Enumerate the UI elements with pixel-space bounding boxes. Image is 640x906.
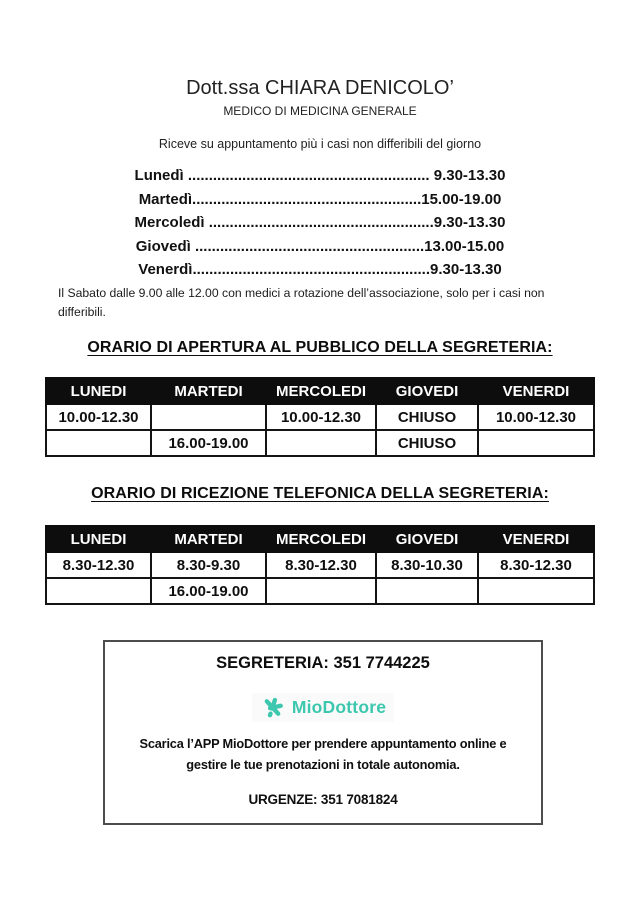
- column-header-friday: VENERDI: [478, 378, 594, 404]
- table-row: [46, 430, 594, 456]
- visiting-hours-thursday: Giovedì .......................................................13.00-15.00: [135, 237, 505, 255]
- cell-thursday-morning: 8.30-10.30: [376, 552, 478, 578]
- intro-line: Riceve su appuntamento più i casi non differibili del giorno: [158, 137, 482, 151]
- cell-tuesday-morning: 8.30-9.30: [151, 552, 266, 578]
- miodottore-wordmark: MioDottore: [291, 697, 387, 718]
- cell-thursday-morning: CHIUSO: [376, 404, 478, 430]
- cell-wednesday-morning: 10.00-12.30: [266, 404, 376, 430]
- section-heading-phone-reception: ORARIO DI RICEZIONE TELEFONICA DELLA SEGRETERIA:: [91, 485, 549, 503]
- cell-tuesday-afternoon: 16.00-19.00: [151, 578, 266, 604]
- cell-friday-afternoon: [478, 430, 594, 456]
- visiting-hours-wednesday: Mercoledì ......................................................9.30-13.30: [134, 214, 506, 231]
- column-header-tuesday: MARTEDI: [151, 526, 266, 552]
- table-row: [46, 404, 594, 430]
- miodottore-asterisk-icon: [260, 695, 285, 720]
- table-row: [46, 552, 594, 578]
- cell-wednesday-afternoon: [266, 578, 376, 604]
- cell-monday-afternoon: [46, 430, 151, 456]
- cell-friday-morning: 10.00-12.30: [478, 404, 594, 430]
- column-header-monday: LUNEDI: [46, 526, 151, 552]
- phone-reception-hours-table: [45, 525, 595, 605]
- column-header-friday: VENERDI: [478, 526, 594, 552]
- public-opening-hours-table: [45, 377, 595, 457]
- cell-friday-morning: 8.30-12.30: [478, 552, 594, 578]
- column-header-wednesday: MERCOLEDI: [266, 526, 376, 552]
- page-subtitle: MEDICO DI MEDICINA GENERALE: [223, 104, 417, 118]
- cell-thursday-afternoon: [376, 578, 478, 604]
- table-header-row: [46, 378, 594, 404]
- column-header-thursday: GIOVEDI: [376, 526, 478, 552]
- column-header-thursday: GIOVEDI: [376, 378, 478, 404]
- visiting-hours-friday: Venerdì.........................................................9.30-13.30: [138, 261, 502, 278]
- cell-monday-afternoon: [46, 578, 151, 604]
- table-header-row: [46, 526, 594, 552]
- column-header-tuesday: MARTEDI: [151, 378, 266, 404]
- section-heading-public-opening: ORARIO DI APERTURA AL PUBBLICO DELLA SEGRETERIA:: [87, 339, 553, 357]
- visiting-hours-list: [0, 164, 640, 282]
- saturday-note: Il Sabato dalle 9.00 alle 12.00 con medici a rotazione dell’associazione, solo per i casi non differibili.: [58, 285, 545, 319]
- cell-tuesday-afternoon: 16.00-19.00: [151, 430, 266, 456]
- column-header-wednesday: MERCOLEDI: [266, 378, 376, 404]
- visiting-hours-tuesday: Martedì.......................................................15.00-19.00: [138, 190, 502, 208]
- column-header-monday: LUNEDI: [46, 378, 151, 404]
- miodottore-logo: [105, 693, 541, 725]
- cell-thursday-afternoon: CHIUSO: [376, 430, 478, 456]
- app-instructions: [105, 733, 541, 775]
- cell-friday-afternoon: [478, 578, 594, 604]
- table-row: [46, 578, 594, 604]
- cell-wednesday-afternoon: [266, 430, 376, 456]
- app-instructions-line-2: gestire le tue prenotazioni in totale autonomia.: [186, 757, 460, 773]
- cell-tuesday-morning: [151, 404, 266, 430]
- secretary-phone: SEGRETERIA: 351 7744225: [216, 654, 430, 673]
- cell-wednesday-morning: 8.30-12.30: [266, 552, 376, 578]
- page-title: Dott.ssa CHIARA DENICOLO’: [186, 77, 454, 99]
- app-instructions-line-1: Scarica l’APP MioDottore per prendere appuntamento online e: [139, 736, 507, 752]
- contact-info-box: [103, 640, 543, 825]
- cell-monday-morning: 8.30-12.30: [46, 552, 151, 578]
- visiting-hours-monday: Lunedì .......................................................... 9.30-13.30: [134, 167, 506, 184]
- emergency-phone: URGENZE: 351 7081824: [248, 792, 398, 808]
- cell-monday-morning: 10.00-12.30: [46, 404, 151, 430]
